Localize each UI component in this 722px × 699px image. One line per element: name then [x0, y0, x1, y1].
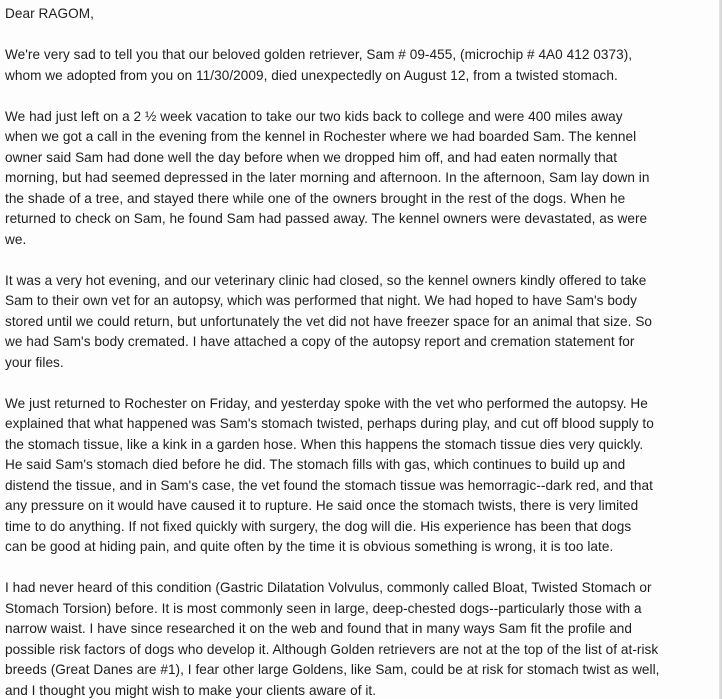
- paragraph-adoption-notice: [5, 45, 721, 86]
- text-line: breeds (Great Danes are #1), I fear other large Goldens, like Sam, could be at risk for stomach twist as well,: [5, 662, 660, 677]
- text-line: He said Sam's stomach died before he did. The stomach fills with gas, which continues to build up and: [5, 457, 626, 472]
- text-line: morning, but had seemed depressed in the later morning and afternoon. In the afternoon, Sam lay down in: [5, 170, 650, 185]
- text-line: any pressure on it would have caused it to rupture. He said once the stomach twists, there is very limited: [5, 498, 639, 513]
- text-line: Stomach Torsion) before. It is most commonly seen in large, deep-chested dogs--particularly those with a: [5, 600, 642, 616]
- text-line: returned to check on Sam, he found Sam had passed away. The kennel owners were devastated, as were: [5, 211, 648, 226]
- paragraph-bloat-condition: [5, 578, 721, 699]
- text-line: Sam to their own vet for an autopsy, which was performed that night. We had hoped to have Sam's body: [5, 293, 637, 308]
- text-line: explained that what happened was Sam's stomach twisted, perhaps during play, and cut off blood supply to: [5, 416, 654, 431]
- text-line: It was a very hot evening, and our veterinary clinic had closed, so the kennel owners kindly offered to take: [5, 272, 647, 288]
- text-line: your files.: [5, 354, 64, 370]
- text-line: We just returned to Rochester on Friday, and yesterday spoke with the vet who performed the autopsy. He: [5, 395, 648, 411]
- text-line: we.: [5, 231, 27, 247]
- text-line: narrow waist. I have since researched it on the web and found that in many ways Sam fit the profile and: [5, 621, 633, 636]
- paragraph-vet-explanation: [5, 394, 721, 558]
- text-line: I had never heard of this condition (Gastric Dilatation Volvulus, commonly called Bloat, Twisted Stomach or: [5, 580, 652, 595]
- text-line: time to do anything. If not fixed quickly with surgery, the dog will die. His experience has been that dogs: [5, 518, 632, 534]
- text-line: when we got a call in the evening from the kennel in Rochester where we had boarded Sam. The kennel: [5, 129, 637, 144]
- text-line: We had just left on a 2 ½ week vacation to take our two kids back to college and were 400 miles away: [5, 108, 623, 124]
- text-line: whom we adopted from you on 11/30/2009, died unexpectedly on August 12, from a twisted stomach.: [5, 67, 618, 83]
- text-line: and I thought you might wish to make your clients aware of it.: [5, 682, 377, 698]
- text-line: stored until we could return, but unfortunately the vet did not have freezer space for an animal that size. So: [5, 313, 653, 329]
- text-line: We're very sad to tell you that our beloved golden retriever, Sam # 09-455, (microchip # 4A0 412 0373),: [5, 47, 633, 62]
- letter-body: [5, 4, 721, 699]
- text-line: the stomach tissue, like a kink in a garden hose. When this happens the stomach tissue dies very quickly.: [5, 436, 644, 452]
- text-line: we had Sam's body cremated. I have attached a copy of the autopsy report and cremation statement for: [5, 334, 635, 349]
- paragraph-kennel-call: [5, 107, 721, 251]
- text-line: owner said Sam had done well the day before when we dropped him off, and had eaten normally that: [5, 149, 618, 165]
- text-line: the shade of a tree, and stayed there while one of the owners brought in the rest of the dogs. When he: [5, 190, 626, 206]
- text-line: distend the tissue, and in Sam's case, the vet found the stomach tissue was hemorragic--dark red, and that: [5, 477, 653, 493]
- salutation: Dear RAGOM,: [5, 6, 94, 21]
- text-line: possible risk factors of dogs who develop it. Although Golden retrievers are not at the top of the list of at-risk: [5, 641, 659, 657]
- text-line: can be good at hiding pain, and quite often by the time it is obvious something is wrong, it is too late.: [5, 539, 614, 554]
- paragraph-autopsy: [5, 271, 721, 374]
